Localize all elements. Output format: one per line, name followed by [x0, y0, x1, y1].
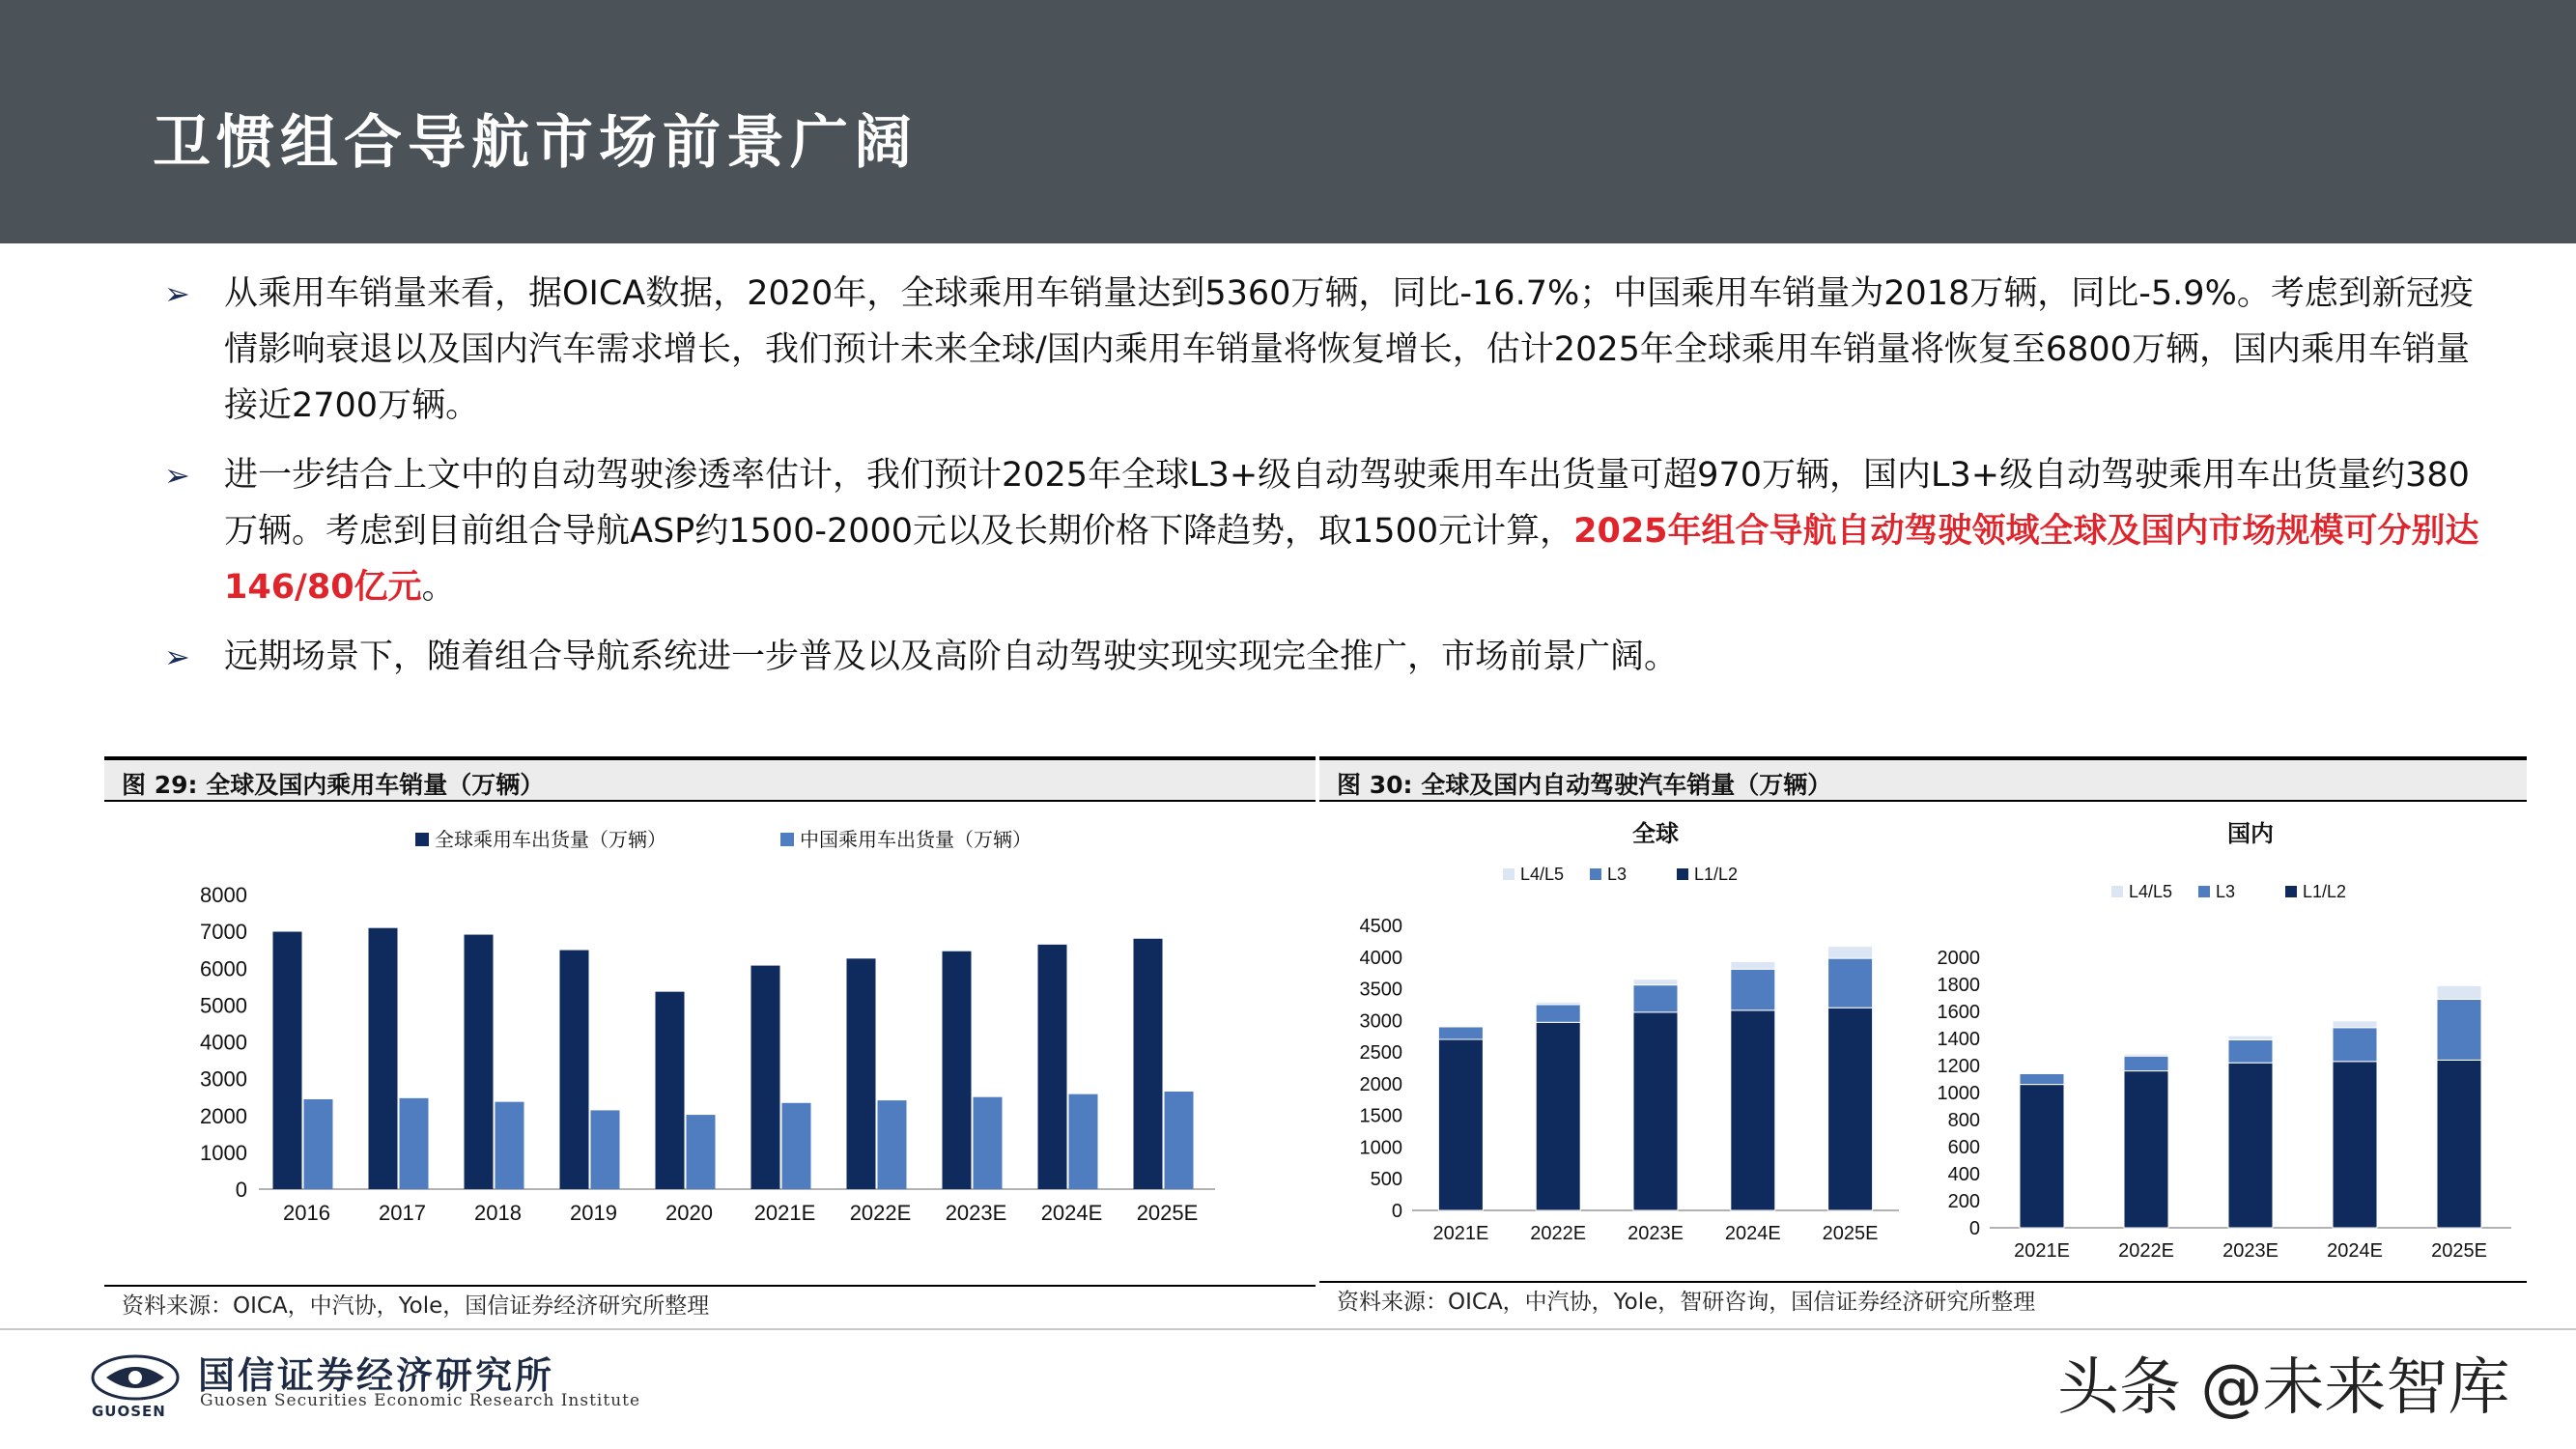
y-tick-label: 2000 — [200, 1103, 247, 1128]
y-tick-label: 600 — [1947, 1137, 1980, 1158]
y-tick-label: 1800 — [1937, 975, 1980, 996]
legend-label: L3 — [2216, 882, 2236, 901]
y-tick-label: 0 — [1968, 1218, 1980, 1239]
china-adas-chart — [1918, 803, 2527, 1257]
page-title: 卫惯组合导航市场前景广阔 — [153, 109, 918, 177]
figure-title: 图 29: 全球及国内乘用车销量（万辆） — [122, 771, 545, 799]
x-tick-label: 2022E — [2118, 1240, 2174, 1257]
bullet-text: 从乘用车销量来看，据OICA数据，2020年，全球乘用车销量达到5360万辆，同比-16.7%；中国乘用车销量为2018万辆，同比-5.9%。考虑到新冠疫情影响衰退以及国内汽车需求增长，我们预计未来全球/国内乘用车销量将恢复增长，估计2025年全球乘用车销量将恢复至6800万辆，国内乘用车销量接近2700万辆。 — [224, 274, 2474, 425]
logo-chinese: 国信证券经济研究所 — [198, 1353, 555, 1397]
bar — [974, 1097, 1003, 1189]
logo-english: Guosen Securities Economic Research Institute — [200, 1391, 641, 1410]
figure-title-bar — [104, 756, 1316, 802]
x-tick-label: 2022E — [1530, 1223, 1587, 1244]
y-tick-label: 2000 — [1937, 948, 1980, 969]
legend-label: L1/L2 — [2303, 882, 2347, 901]
y-tick-label: 6000 — [200, 956, 247, 981]
bar — [878, 1100, 907, 1189]
x-tick-label: 2016 — [283, 1201, 330, 1225]
stacked-bar-segment — [1438, 1027, 1483, 1039]
y-tick-label: 1000 — [1359, 1137, 1402, 1159]
x-tick-label: 2022E — [849, 1201, 912, 1225]
y-tick-label: 0 — [1391, 1201, 1402, 1222]
y-tick-label: 3500 — [1359, 979, 1402, 1001]
stacked-bar-segment — [1633, 1012, 1678, 1210]
y-tick-label: 5000 — [200, 993, 247, 1018]
x-tick-label: 2019 — [570, 1201, 617, 1225]
bullet-item — [164, 447, 2482, 615]
x-tick-label: 2024E — [1040, 1201, 1103, 1225]
bullet-highlight: 2025年组合导航自动驾驶领域全球及国内市场规模可分别达146/80亿元 — [224, 512, 2479, 607]
stacked-bar-segment — [1828, 958, 1873, 1008]
figure-29-panel — [104, 756, 1316, 1319]
y-tick-label: 500 — [1370, 1169, 1402, 1191]
stacked-bar-segment — [2228, 1039, 2273, 1063]
arrow-bullet-icon: ➢ — [164, 275, 190, 312]
y-tick-label: 3000 — [1359, 1010, 1402, 1033]
bar — [591, 1110, 620, 1189]
stacked-bar-segment — [2124, 1056, 2168, 1070]
source-divider — [104, 1285, 1316, 1287]
bar — [495, 1102, 524, 1189]
y-tick-label: 1200 — [1937, 1056, 1980, 1077]
bar — [1165, 1092, 1194, 1189]
stacked-bar-segment — [2333, 1021, 2377, 1028]
stacked-bar-segment — [2437, 1060, 2481, 1228]
bullet-list — [164, 266, 2482, 698]
stacked-bar-segment — [1536, 1022, 1580, 1210]
guosen-logo-icon — [87, 1352, 184, 1410]
x-tick-label: 2023E — [2222, 1240, 2279, 1257]
y-tick-label: 1400 — [1937, 1029, 1980, 1050]
x-tick-label: 2020 — [665, 1201, 713, 1225]
bar — [782, 1103, 811, 1189]
figure-source: 资料来源：OICA，中汽协，Yole，智研咨询，国信证券经济研究所整理 — [1337, 1290, 2036, 1315]
y-tick-label: 2500 — [1359, 1042, 1402, 1065]
legend-swatch — [2285, 886, 2297, 897]
bar — [304, 1099, 333, 1189]
stacked-bar-segment — [1438, 1039, 1483, 1210]
bar — [847, 958, 876, 1189]
y-tick-label: 1000 — [200, 1140, 247, 1165]
x-tick-label: 2017 — [379, 1201, 426, 1225]
figure-30-panel — [1319, 756, 2527, 1315]
y-tick-label: 4000 — [200, 1030, 247, 1055]
stacked-bar-segment — [2333, 1062, 2377, 1228]
y-tick-label: 7000 — [200, 920, 247, 945]
bar — [1038, 945, 1067, 1189]
stacked-bar-segment — [2020, 1073, 2064, 1084]
stacked-bar-segment — [1731, 1010, 1775, 1210]
bar — [1069, 1094, 1098, 1189]
legend-swatch — [1590, 868, 1601, 880]
bar — [1134, 939, 1163, 1189]
bar — [369, 928, 398, 1189]
arrow-bullet-icon: ➢ — [164, 457, 190, 494]
bar — [687, 1115, 716, 1189]
y-tick-label: 8000 — [200, 883, 247, 907]
stacked-bar-segment — [1633, 985, 1678, 1012]
stacked-bar-segment — [1536, 1002, 1580, 1005]
footer-divider — [0, 1328, 2576, 1330]
stacked-bar-segment — [1438, 1026, 1483, 1027]
arrow-bullet-icon: ➢ — [164, 639, 190, 675]
figure-source: 资料来源：OICA，中汽协，Yole，国信证券经济研究所整理 — [122, 1293, 710, 1319]
legend-label: 全球乘用车出货量（万辆） — [435, 830, 666, 851]
stacked-bar-segment — [2228, 1036, 2273, 1039]
bar — [943, 952, 972, 1189]
sales-bar-chart — [104, 803, 1316, 1257]
chart-title: 国内 — [2227, 821, 2274, 847]
legend-label: L4/L5 — [1520, 865, 1565, 884]
bullet-text: 远期场景下，随着组合导航系统进一步普及以及高阶自动驾驶实现实现完全推广，市场前景广阔。 — [224, 638, 1679, 676]
y-tick-label: 1600 — [1937, 1002, 1980, 1023]
global-adas-chart — [1319, 803, 1918, 1257]
legend-swatch — [415, 833, 429, 846]
legend-label: L1/L2 — [1694, 865, 1739, 884]
y-tick-label: 200 — [1947, 1191, 1980, 1212]
stacked-bar-segment — [1731, 969, 1775, 1010]
legend-swatch — [2198, 886, 2210, 897]
figure-title-bar — [1319, 756, 2527, 802]
legend-label: L3 — [1607, 865, 1628, 884]
x-tick-label: 2024E — [2327, 1240, 2383, 1257]
source-divider — [1319, 1281, 2527, 1283]
y-tick-label: 800 — [1947, 1110, 1980, 1131]
y-tick-label: 3000 — [200, 1066, 247, 1092]
legend-swatch — [2111, 886, 2123, 897]
chart-title: 全球 — [1632, 821, 1679, 847]
y-tick-label: 400 — [1947, 1164, 1980, 1185]
stacked-bar-segment — [2124, 1054, 2168, 1056]
x-tick-label: 2018 — [474, 1201, 522, 1225]
stacked-bar-segment — [1633, 980, 1678, 985]
stacked-bar-segment — [1828, 1008, 1873, 1210]
x-tick-label: 2023E — [1628, 1223, 1684, 1244]
x-tick-label: 2025E — [2431, 1240, 2487, 1257]
y-tick-label: 1500 — [1359, 1105, 1402, 1127]
bullet-tail: 。 — [421, 568, 456, 607]
y-tick-label: 0 — [235, 1178, 247, 1202]
bullet-text: 进一步结合上文中的自动驾驶渗透率估计，我们预计2025年全球L3+级自动驾驶乘用车出货量可超970万辆，国内L3+级自动驾驶乘用车出货量约380万辆。考虑到目前组合导航ASP约1500-2000元以及长期价格下降趋势，取1500元计算， — [224, 456, 2470, 551]
stacked-bar-segment — [1536, 1005, 1580, 1022]
x-tick-label: 2024E — [1724, 1223, 1781, 1244]
legend-swatch — [1503, 868, 1514, 880]
logo-abbr: GUOSEN — [92, 1403, 166, 1420]
stacked-bar-segment — [1828, 947, 1873, 958]
stacked-bar-segment — [1731, 961, 1775, 969]
stacked-bar-segment — [2437, 999, 2481, 1060]
bar — [560, 951, 589, 1189]
x-tick-label: 2023E — [945, 1201, 1007, 1225]
y-tick-label: 1000 — [1937, 1083, 1980, 1104]
x-tick-label: 2025E — [1136, 1201, 1199, 1225]
bar — [656, 992, 685, 1189]
stacked-bar-segment — [2124, 1071, 2168, 1228]
x-tick-label: 2021E — [1432, 1223, 1489, 1244]
bullet-item — [164, 629, 2482, 685]
stacked-bar-segment — [2020, 1073, 2064, 1074]
x-tick-label: 2021E — [753, 1201, 816, 1225]
watermark: 头条 @未来智库 — [2057, 1352, 2510, 1424]
figure-title: 图 30: 全球及国内自动驾驶汽车销量（万辆） — [1337, 771, 1832, 799]
legend-label: L4/L5 — [2129, 882, 2173, 901]
stacked-bar-segment — [2333, 1028, 2377, 1062]
legend-swatch — [1677, 868, 1688, 880]
bullet-item — [164, 266, 2482, 434]
legend-label: 中国乘用车出货量（万辆） — [800, 830, 1032, 851]
bar — [751, 966, 780, 1189]
bar — [400, 1098, 429, 1189]
legend-swatch — [780, 833, 794, 846]
header-banner — [0, 0, 2576, 243]
y-tick-label: 2000 — [1359, 1073, 1402, 1095]
x-tick-label: 2021E — [2014, 1240, 2070, 1257]
y-tick-label: 4000 — [1359, 947, 1402, 969]
stacked-bar-segment — [2437, 985, 2481, 999]
x-tick-label: 2025E — [1822, 1223, 1879, 1244]
y-tick-label: 4500 — [1359, 916, 1402, 937]
stacked-bar-segment — [2228, 1063, 2273, 1228]
bar — [465, 935, 494, 1189]
stacked-bar-segment — [2020, 1085, 2064, 1228]
bar — [273, 932, 302, 1189]
